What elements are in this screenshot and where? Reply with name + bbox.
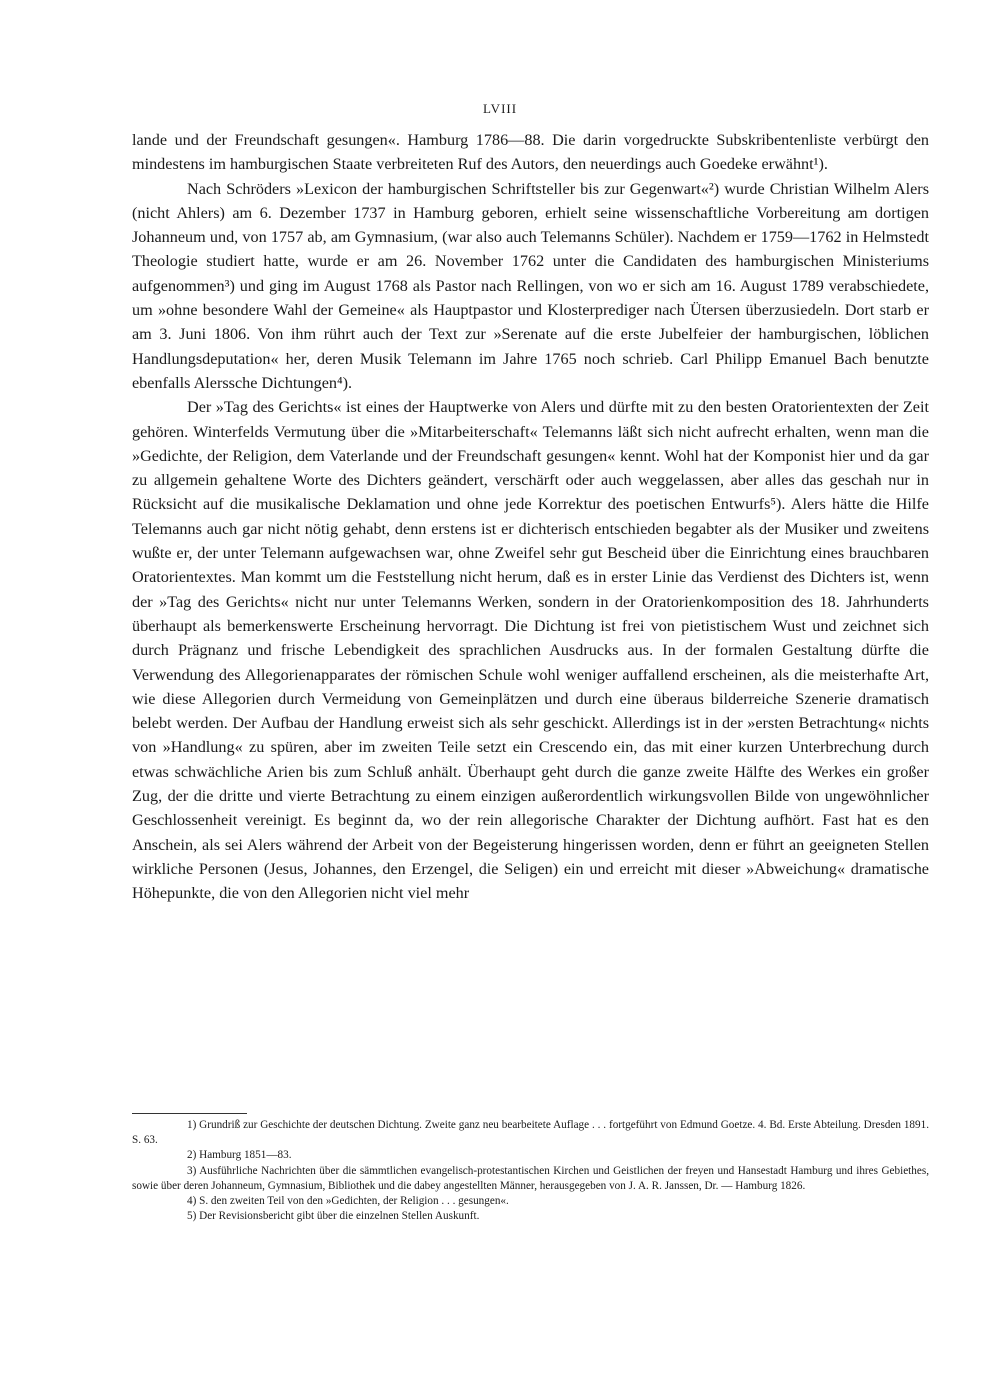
paragraph-biography: Nach Schröders »Lexicon der hamburgischen Schriftsteller bis zur Gegenwart«²) wurde Christian Wilhelm Alers (nicht Ahlers) am 6. Dezember 1737 in Hamburg geboren, erhielt seine wissenschaftliche Vorbereitung am dortigen Johanneum und, von 1757 ab, am Gymnasium, (war also auch Telemanns Schüler). Nachdem er 1759—1762 in Helmstedt Theologie studiert hatte, wurde er am 26. November 1762 unter die Candidaten des hamburgischen Ministeriums aufgenommen³) und ging im August 1768 als Pastor nach Rellingen, von wo er sich am 16. August 1789 verabschiedete, um »ohne besondere Wahl der Gemeine« als Hauptpastor und Klosterprediger nach Ütersen überzusiedeln. Dort starb er am 3. Juni 1806. Von ihm rührt auch der Text zur »Serenate auf die erste Jubelfeier der hamburgischen, löblichen Handlungsdeputation« her, deren Musik Telemann im Jahre 1765 noch schrieb. Carl Philipp Emanuel Bach benutzte ebenfalls Alerssche Dichtungen⁴). — [132, 179, 929, 392]
footnote-5: 5) Der Revisionsbericht gibt über die einzelnen Stellen Auskunft. — [187, 1210, 480, 1223]
footnote-4: 4) S. den zweiten Teil von den »Gedichten, der Religion . . . gesungen«. — [187, 1195, 509, 1208]
paragraph-analysis: Der »Tag des Gerichts« ist eines der Hauptwerke von Alers und dürfte mit zu den besten Oratorientexten der Zeit gehören. Winterfelds Vermutung über die »Mitarbeiterschaft« Telemanns läßt sich nicht aufrecht erhalten, wenn man die »Gedichte, der Religion, dem Vaterlande und der Freundschaft gesungen« kennt. Wohl hat der Komponist hier und da gar zu allgemein gehaltene Worte des Dichters geändert, verschärft oder auch weggelassen, aber alles das geschah nur in Rücksicht auf die musikalische Deklamation und ohne jede Korrektur des poetischen Entwurfs⁵). Alers hätte die Hilfe Telemanns auch gar nicht nötig gehabt, denn erstens ist er dichterisch entschieden begabter als der Musiker und zweitens wußte er, der unter Telemann aufgewachsen war, ohne Zweifel sehr gut Bescheid über die Einrichtung eines brauchbaren Oratorientextes. Man kommt um die Feststellung nicht herum, daß es in erster Linie das Verdienst des Dichters ist, wenn der »Tag des Gerichts« nicht nur unter Telemanns Werken, sondern in der Oratorienkomposition des 18. Jahrhunderts überhaupt als bemerkenswerte Erscheinung hervorragt. Die Dichtung ist frei von pietistischem Wust und zeichnet sich durch Prägnanz und frische Lebendigkeit des sprachlichen Ausdrucks aus. In der formalen Gestaltung dürfte die Verwendung des Allegorienapparates der römischen Schule wohl weniger auffallend erscheinen, als die meisterhafte Art, wie diese Allegorien durch Vermeidung von Gemeinplätzen und durch eine überaus bilderreiche Szenerie dramatisch belebt werden. Der Aufbau der Handlung erweist sich als sehr geschickt. Allerdings ist in der »ersten Betrachtung« nichts von »Handlung« zu spüren, aber im zweiten Teile setzt ein Crescendo ein, das mit einer kurzen Unterbrechung durch etwas schwächliche Arien bis zum Schluß anhält. Überhaupt geht durch die ganze zweite Hälfte des Werkes ein großer Zug, der die dritte und vierte Betrachtung zu einem einzigen außerordentlich wirkungsvollen Bilde von ungewöhnlicher Geschlossenheit vereinigt. Es beginnt da, wo der rein allegorische Charakter der Dichtung aufhört. Fast hat es den Anschein, als sei Alers während der Arbeit von der Begeisterung hingerissen worden, denn er führt an geeigneten Stellen wirkliche Personen (Jesus, Johannes, den Erzengel, die Seligen) ein und erreicht mit dieser »Abweichung« dramatische Höhepunkte, die von den Allegorien nicht viel mehr — [132, 398, 929, 903]
footnote-divider — [132, 1113, 247, 1114]
footnote-2: 2) Hamburg 1851—83. — [187, 1149, 292, 1162]
paragraph-continuation: lande und der Freundschaft gesungen«. Hamburg 1786—88. Die darin vorgedruckte Subskribentenliste verbürgt den mindestens im hamburgischen Staate verbreiteten Ruf des Autors, den neuerdings auch Goedeke erwähnt¹). — [132, 131, 929, 174]
body-text — [132, 128, 929, 906]
page-number: LVIII — [482, 101, 518, 116]
footnotes — [132, 1118, 929, 1224]
footnote-3: 3) Ausführliche Nachrichten über die sämmtlichen evangelisch-protestantischen Kirchen und Geistlichen der freyen und Hansestadt Hamburg und ihres Gebiethes, sowie über deren Johanneum, Gymnasium, Bibliothek und die dabey angestellten Männer, herausgegeben von J. A. R. Janssen, Dr. — Hamburg 1826. — [132, 1164, 929, 1192]
footnote-1: 1) Grundriß zur Geschichte der deutschen Dichtung. Zweite ganz neu bearbeitete Auflage . . . fortgeführt von Edmund Goetze. 4. Bd. Erste Abteilung. Dresden 1891. S. 63. — [132, 1119, 929, 1147]
